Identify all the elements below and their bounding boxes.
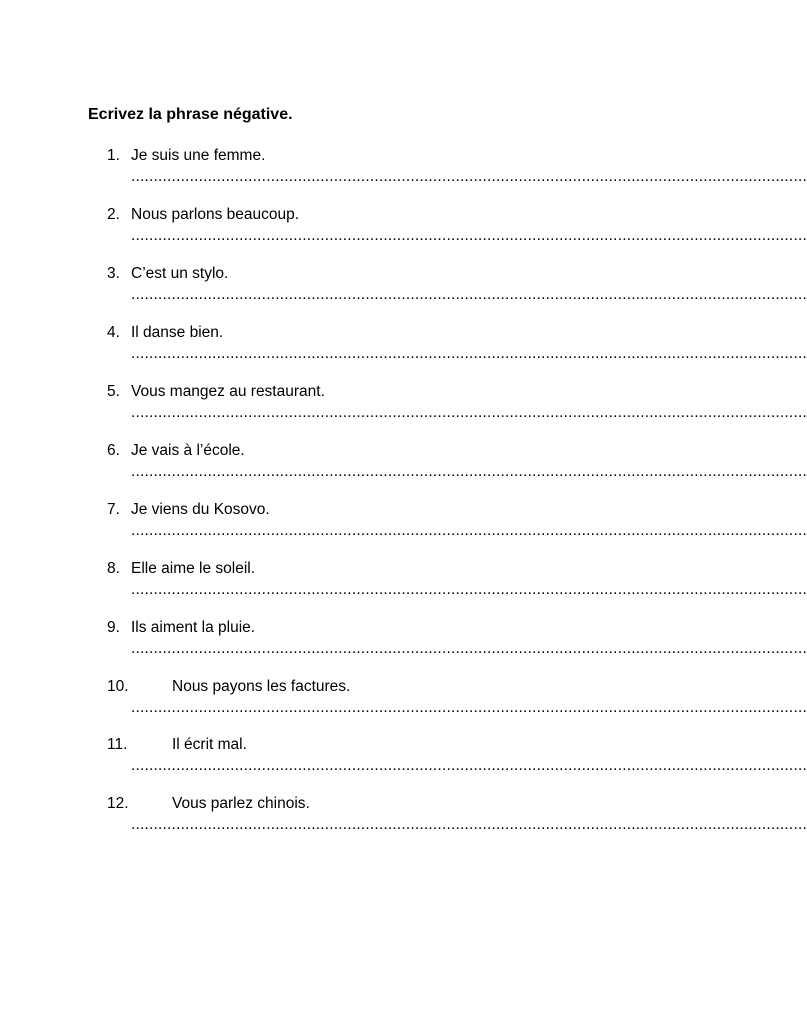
exercise-item <box>0 678 807 738</box>
item-sentence: Nous payons les factures. <box>172 678 351 695</box>
answer-line[interactable]: ...................................................................................................................................................... <box>131 640 807 657</box>
exercise-item <box>0 324 807 384</box>
exercise-item <box>0 147 807 207</box>
item-sentence: Elle aime le soleil. <box>131 560 256 577</box>
answer-line[interactable]: ...................................................................................................................................................... <box>131 757 807 774</box>
item-sentence: Ils aiment la pluie. <box>131 619 256 636</box>
answer-line[interactable]: ...................................................................................................................................................... <box>131 522 807 539</box>
answer-line[interactable]: ...................................................................................................................................................... <box>131 227 807 244</box>
answer-line[interactable]: ...................................................................................................................................................... <box>131 168 807 185</box>
worksheet-title: Ecrivez la phrase négative. <box>88 106 293 123</box>
item-number: 9. <box>107 619 120 636</box>
item-sentence: Il écrit mal. <box>172 736 247 753</box>
exercise-item <box>0 619 807 679</box>
item-number: 8. <box>107 560 120 577</box>
item-sentence: Je viens du Kosovo. <box>131 501 270 518</box>
item-sentence: C’est un stylo. <box>131 265 229 282</box>
item-number: 6. <box>107 442 120 459</box>
exercise-item <box>0 206 807 266</box>
exercise-item <box>0 442 807 502</box>
item-sentence: Vous mangez au restaurant. <box>131 383 325 400</box>
answer-line[interactable]: ...................................................................................................................................................... <box>131 463 807 480</box>
answer-line[interactable]: ...................................................................................................................................................... <box>131 581 807 598</box>
exercise-item <box>0 560 807 620</box>
exercise-item <box>0 265 807 325</box>
exercise-item <box>0 795 807 855</box>
item-number: 12. <box>107 795 129 812</box>
answer-line[interactable]: ...................................................................................................................................................... <box>131 345 807 362</box>
item-number: 11. <box>107 736 128 753</box>
answer-line[interactable]: ...................................................................................................................................................... <box>131 404 807 421</box>
item-number: 4. <box>107 324 120 341</box>
item-number: 2. <box>107 206 120 223</box>
item-number: 3. <box>107 265 120 282</box>
item-number: 10. <box>107 678 129 695</box>
item-number: 5. <box>107 383 120 400</box>
exercise-item <box>0 383 807 443</box>
answer-line[interactable]: ...................................................................................................................................................... <box>131 699 807 716</box>
item-number: 1. <box>107 147 120 164</box>
exercise-item <box>0 501 807 561</box>
item-number: 7. <box>107 501 120 518</box>
item-sentence: Nous parlons beaucoup. <box>131 206 300 223</box>
item-sentence: Vous parlez chinois. <box>172 795 310 812</box>
answer-line[interactable]: ...................................................................................................................................................... <box>131 816 807 833</box>
answer-line[interactable]: ...................................................................................................................................................... <box>131 286 807 303</box>
item-sentence: Je vais à l’école. <box>131 442 245 459</box>
exercise-item <box>0 736 807 796</box>
item-sentence: Il danse bien. <box>131 324 224 341</box>
item-sentence: Je suis une femme. <box>131 147 266 164</box>
